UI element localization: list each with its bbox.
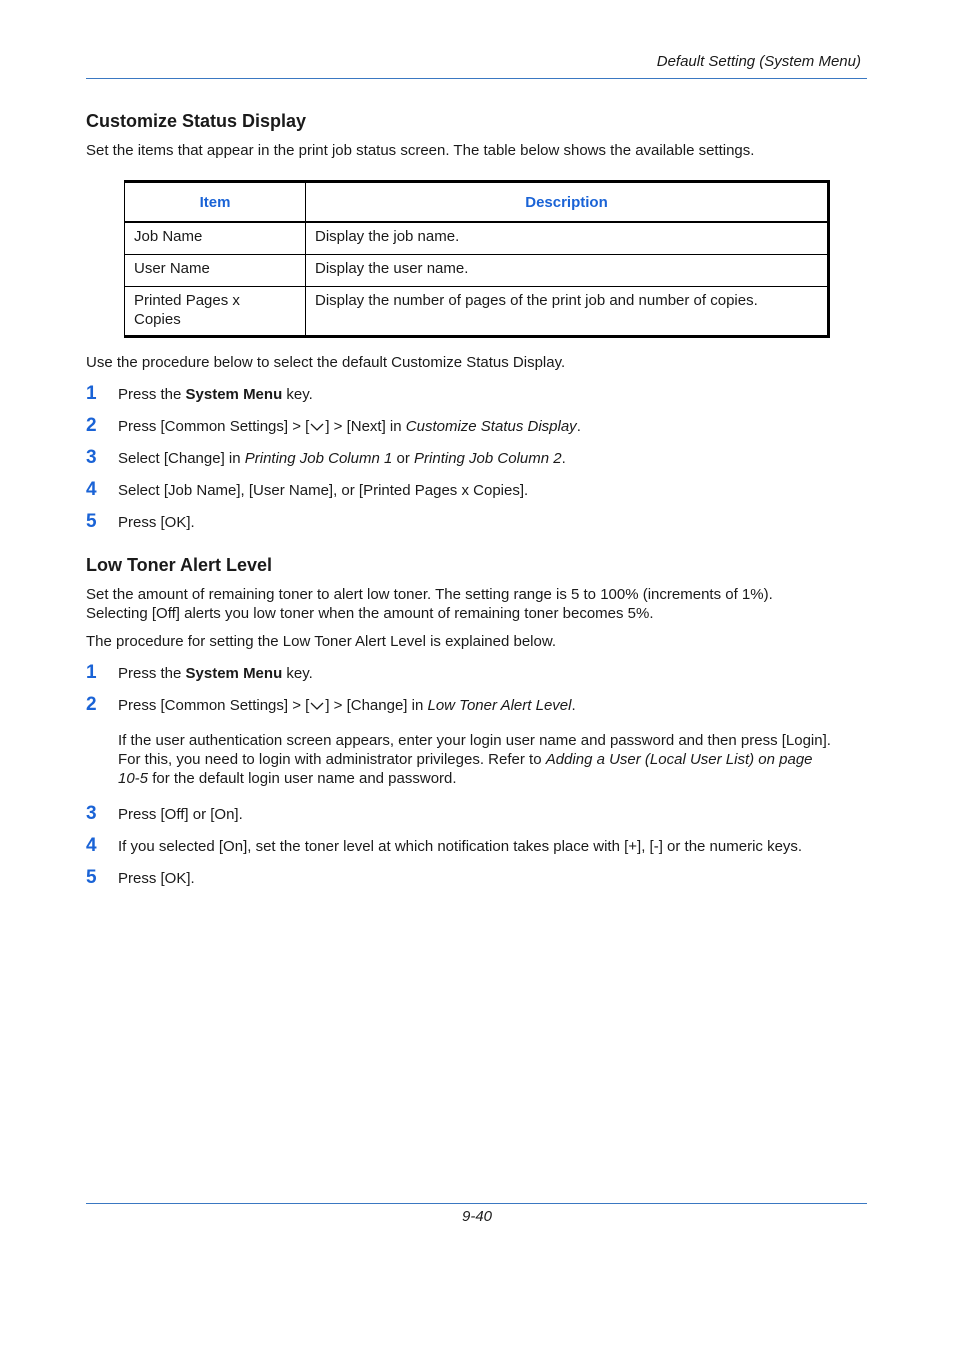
table-cell-item-line2: Copies [134, 310, 181, 328]
step-text-part: . [571, 697, 576, 714]
login-note-line1: If the user authentication screen appears, enter your login user name and password and then press [Login]. [118, 732, 831, 749]
step-text-part: Press the [118, 386, 186, 403]
running-header-title: Default Setting (System Menu) [656, 53, 861, 70]
section2-intro-line2: Selecting [Off] alerts you low toner when the amount of remaining toner becomes 5%. [86, 605, 654, 622]
step-number: 3 [86, 803, 97, 824]
login-note-line2 [118, 750, 868, 769]
step-number: 1 [86, 383, 97, 404]
table-cell-item [125, 286, 306, 336]
login-note [118, 731, 868, 788]
step-text [118, 449, 566, 468]
step-text: If you selected [On], set the toner level at which notification takes place with [+], [-] or the numeric keys. [118, 838, 803, 855]
step-number: 4 [86, 479, 97, 500]
table-row [125, 286, 829, 336]
column-header-description: Description [306, 182, 829, 223]
cross-reference: 10-5 [118, 770, 149, 787]
menu-reference: Low Toner Alert Level [427, 697, 572, 714]
step-text-part: Select [Change] in [118, 450, 245, 467]
settings-table [124, 180, 830, 338]
note-text-part: for the default login user name and password. [148, 770, 457, 787]
note-text-part: For this, you need to login with administrator privileges. Refer to [118, 751, 546, 768]
step-text [118, 696, 576, 715]
page-number: 9-40 [461, 1208, 493, 1225]
table-header-row [125, 182, 829, 223]
table-cell-item: User Name [125, 254, 306, 286]
menu-reference: Customize Status Display [405, 418, 577, 435]
step-text-part: or [392, 450, 415, 467]
section1-procedure-intro: Use the procedure below to select the default Customize Status Display. [86, 354, 566, 371]
step-text-part: key. [282, 386, 313, 403]
section-heading-low-toner-alert-level: Low Toner Alert Level [86, 555, 273, 575]
step-text-part: Press [Common Settings] > [ [118, 418, 310, 435]
login-note-line3 [118, 769, 868, 788]
step-number: 4 [86, 835, 97, 856]
key-name: System Menu [185, 386, 283, 403]
table-row [125, 222, 829, 254]
step-text [118, 417, 581, 436]
chevron-down-icon [309, 701, 325, 711]
step-text-part: key. [282, 665, 313, 682]
header-rule [86, 78, 867, 79]
step-text [118, 664, 313, 683]
step-text-part: . [561, 450, 566, 467]
step-text-part: Press the [118, 665, 186, 682]
section2-procedure-intro: The procedure for setting the Low Toner Alert Level is explained below. [86, 633, 557, 650]
footer-rule [86, 1203, 867, 1204]
table-cell-item: Job Name [125, 222, 306, 254]
cross-reference: Adding a User (Local User List) on page [545, 751, 813, 768]
column-header-item: Item [125, 182, 306, 223]
section1-intro: Set the items that appear in the print job status screen. The table below shows the available settings. [86, 142, 755, 159]
step-text: Select [Job Name], [User Name], or [Printed Pages x Copies]. [118, 482, 529, 499]
section2-intro-line1: Set the amount of remaining toner to alert low toner. The setting range is 5 to 100% (increments of 1%). [86, 586, 773, 603]
step-number: 1 [86, 662, 97, 683]
step-number: 2 [86, 694, 97, 715]
step-text-part: ] > [Change] in [325, 697, 428, 714]
step-text-part: . [576, 418, 581, 435]
step-text: Press [OK]. [118, 514, 195, 531]
step-text-part: Press [Common Settings] > [ [118, 697, 310, 714]
step-number: 5 [86, 511, 97, 532]
menu-reference: Printing Job Column 1 [244, 450, 393, 467]
table-cell-description: Display the number of pages of the print job and number of copies. [306, 286, 829, 336]
step-number: 2 [86, 415, 97, 436]
key-name: System Menu [185, 665, 283, 682]
menu-reference: Printing Job Column 2 [414, 450, 562, 467]
table-cell-description: Display the job name. [306, 222, 829, 254]
table-cell-description: Display the user name. [306, 254, 829, 286]
table-row [125, 254, 829, 286]
step-text: Press [Off] or [On]. [118, 806, 243, 823]
section-heading-customize-status-display: Customize Status Display [86, 111, 307, 131]
step-text [118, 385, 313, 404]
step-text: Press [OK]. [118, 870, 195, 887]
step-number: 5 [86, 867, 97, 888]
table-cell-item-line1: Printed Pages x [134, 291, 240, 309]
step-number: 3 [86, 447, 97, 468]
step-text-part: ] > [Next] in [325, 418, 406, 435]
chevron-down-icon [309, 422, 325, 432]
